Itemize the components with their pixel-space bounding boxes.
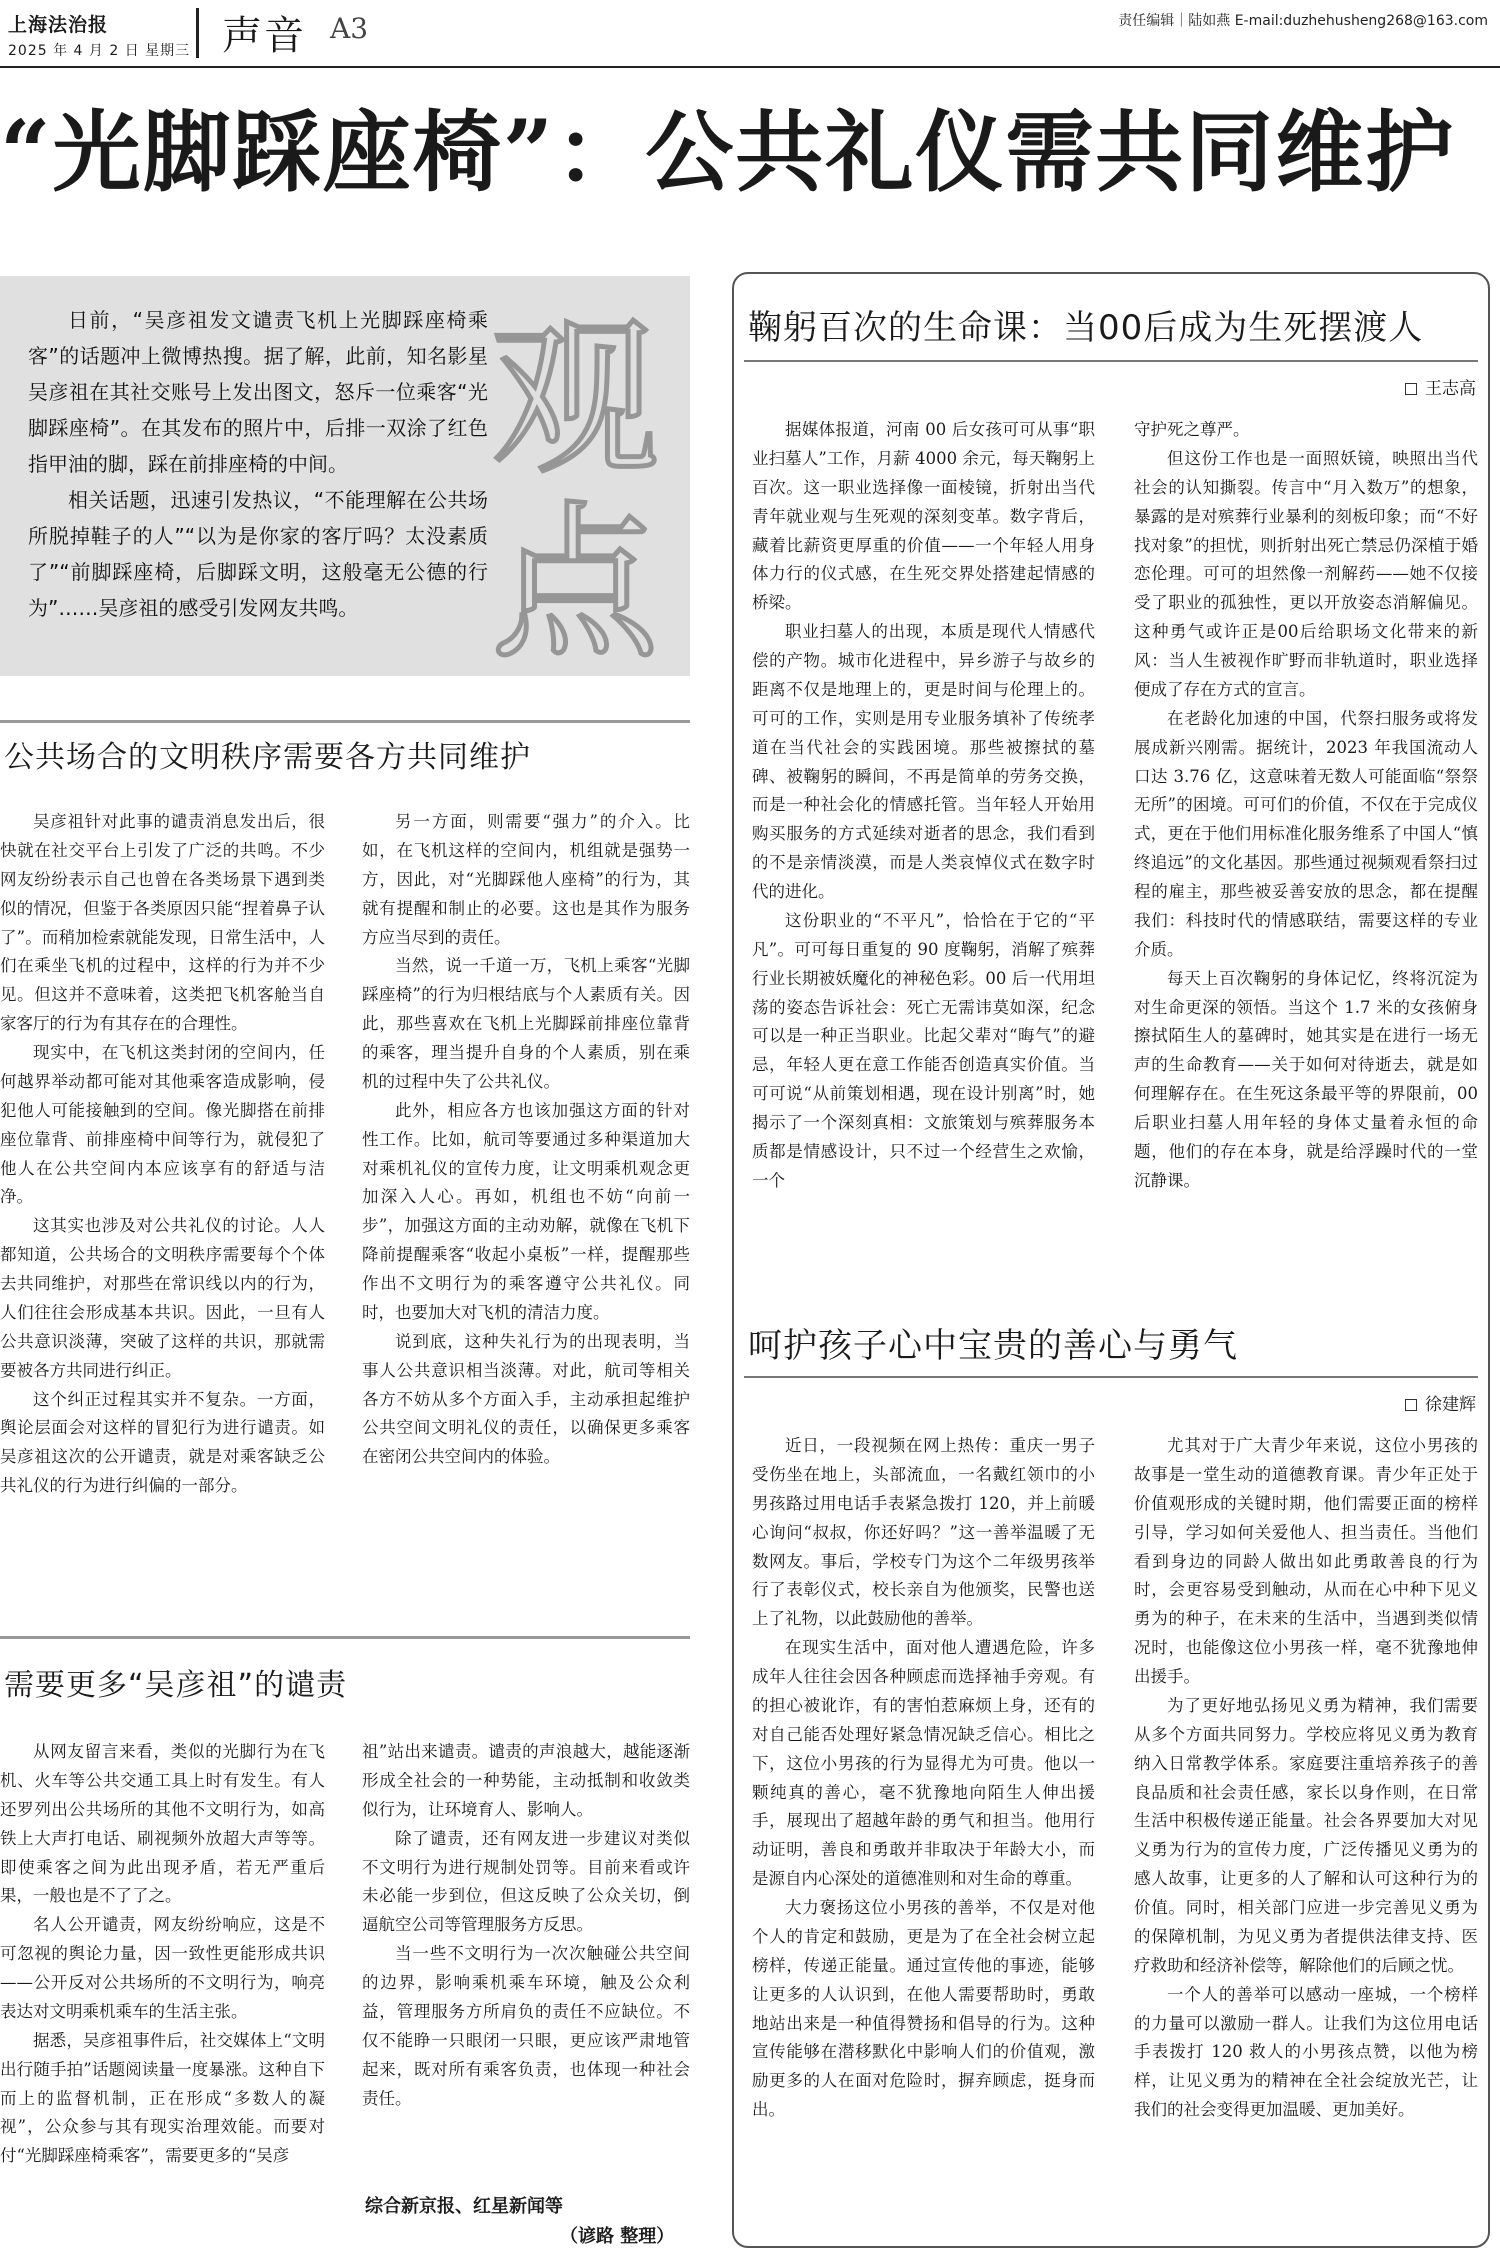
section2-column-1 xyxy=(0,1738,325,2248)
paragraph: 一个人的善举可以感动一座城，一个榜样的力量可以激励一群人。让我们为这位用电话手表拨打 120 救人的小男孩点赞，以他为榜样，让见义勇为的精神在全社会绽放光芒，让我们的社会变得更加温暖、更加美好。 xyxy=(1134,1984,1478,2120)
byline-box-icon xyxy=(1405,383,1417,395)
paragraph: 现实中，在飞机这类封闭的空间内，任何越界举动都可能对其他乘客造成影响，侵犯他人可能接触到的空间。像光脚搭在前排座位靠背、前排座椅中间等行为，就侵犯了他人在公共空间内本应该享有的舒适与洁净。 xyxy=(0,1043,325,1207)
paragraph: 这其实也涉及对公共礼仪的讨论。人人都知道，公共场合的文明秩序需要每个个体去共同维护，对那些在常识线以内的行为，人们往往会形成基本共识。因此，一旦有人公共意识淡薄，突破了这样的共识，那就需要被各方共同进行纠正。 xyxy=(0,1216,325,1380)
paragraph: 这个纠正过程其实并不复杂。一方面，舆论层面会对这样的冒犯行为进行谴责。如吴彦祖这次的公开谴责，就是对乘客缺乏公共礼仪的行为进行纠偏的一部分。 xyxy=(0,1389,325,1496)
paragraph: 吴彦祖针对此事的谴责消息发出后，很快就在社交平台上引发了广泛的共鸣。不少网友纷纷表示自己也曾在各类场景下遇到类似的情况，但鉴于各类原因只能“捏着鼻子认了”。而稍加检索就能发现，日常生活中，人们在乘坐飞机的过程中，这样的行为并不少见。但这并不意味着，这类把飞机客舱当自家客厅的行为有其存在的合理性。 xyxy=(0,812,325,1034)
paragraph: 在现实生活中，面对他人遭遇危险，许多成年人往往会因各种顾虑而选择袖手旁观。有的担心被讹诈，有的害怕惹麻烦上身，还有的对自己能否处理好紧急情况缺乏信心。相比之下，这位小男孩的行为显得尤为可贵。他以一颗纯真的善心，毫不犹豫地向陌生人伸出援手，展现出了超越年龄的勇气和担当。他用行动证明，善良和勇敢并非取决于年龄大小，而是源自内心深处的道德准则和对生命的尊重。 xyxy=(752,1638,1095,1889)
article-a-column-1 xyxy=(752,416,1095,1262)
section2-column-2 xyxy=(362,1738,690,2178)
paragraph: 另一方面，则需要“强力”的介入。比如，在飞机这样的空间内，机组就是强势一方，因此，对“光脚踩他人座椅”的行为，其就有提醒和制止的必要。这也是其作为服务方应当尽到的责任。 xyxy=(362,812,690,947)
paragraph: 为了更好地弘扬见义勇为精神，我们需要从多个方面共同努力。学校应将见义勇为教育纳入日常教学体系。家庭要注重培养孩子的善良品质和社会责任感，家长以身作则，在日常生活中积极传递正能量。社会各界要加大对见义勇为行为的宣传力度，广泛传播见义勇为的感人故事，让更多的人了解和认可这种行为的价值。同时，相关部门应进一步完善见义勇为的保障机制，为见义勇为者提供法律支持、医疗救助和经济补偿等，解除他们的后顾之忧。 xyxy=(1134,1695,1478,1975)
intro-text xyxy=(28,302,488,626)
author-name: 王志高 xyxy=(1425,379,1476,399)
section-divider xyxy=(0,720,690,723)
paragraph: 每天上百次鞠躬的身体记忆，终将沉淀为对生命更深的领悟。当这个 1.7 米的女孩俯身擦拭陌生人的墓碑时，她其实是在进行一场无声的生命教育——关于如何对待逝去，就是如何理解存在。在生死这条最平等的界限前，00 后职业扫墓人用年轻的身体丈量着永恒的命题，他们的存在本身，就是给浮躁时代的一堂沉静课。 xyxy=(1134,968,1478,1190)
intro-paragraph: 相关话题，迅速引发热议，“不能理解在公共场所脱掉鞋子的人”“以为是你家的客厅吗？太没素质了”“前脚踩座椅，后脚踩文明，这般毫无公德的行为”……吴彦祖的感受引发网友共鸣。 xyxy=(28,488,488,620)
main-headline: “光脚踩座椅”：公共礼仪需共同维护 xyxy=(0,100,1456,204)
paragraph: 这份职业的“不平凡”，恰恰在于它的“平凡”。可可每日重复的 90 度鞠躬，消解了殡葬行业长期被妖魔化的神秘色彩。00 后一代用坦荡的姿态告诉社会：死亡无需讳莫如深，纪念可以是一种正当职业。比起父辈对“晦气”的避忌，年轻人更在意工作能否创造真实价值。当可可说“从前策划相遇，现在设计别离”时，她揭示了一个深刻真相：文旅策划与殡葬服务本质都是情感设计，只不过一个经营生之欢愉，一个 xyxy=(752,910,1095,1190)
masthead xyxy=(0,0,1500,70)
section-title: 需要更多“吴彦祖”的谴责 xyxy=(4,1668,348,1703)
article-title: 呵护孩子心中宝贵的善心与勇气 xyxy=(748,1326,1238,1366)
title-rule xyxy=(744,360,1478,362)
paragraph: 近日，一段视频在网上热传：重庆一男子受伤坐在地上，头部流血，一名戴红领巾的小男孩路过用电话手表紧急拨打 120，并上前暖心询问“叔叔，你还好吗？”这一善举温暖了无数网友。事后，学校专门为这个二年级男孩举行了表彰仪式，校长亲自为他颁奖，民警也送上了礼物，以此鼓励他的善举。 xyxy=(752,1436,1095,1629)
article-b-column-2 xyxy=(1134,1432,1478,2238)
column-mark-char-2: 点 xyxy=(491,486,659,662)
paragraph: 在老龄化加速的中国，代祭扫服务或将发展成新兴刚需。据统计，2023 年我国流动人口达 3.76 亿，这意味着无数人可能面临“祭祭无所”的困境。可可们的价值，不仅在于完成仪式，更在于他们用标准化服务维系了中国人“慎终追远”的文化基因。那些通过视频观看祭扫过程的雇主，那些被妥善安放的思念，都在提醒我们：科技时代的情感联结，需要这样的专业介质。 xyxy=(1134,708,1478,959)
newspaper-name: 上海法治报 xyxy=(8,14,109,36)
intro-paragraph: 日前，“吴彦祖发文谴责飞机上光脚踩座椅乘客”的话题冲上微博热搜。据了解，此前，知名影星吴彦祖在其社交账号上发出图文，怒斥一位乘客“光脚踩座椅”。在其发布的照片中，后排一双涂了红色指甲油的脚，踩在前排座椅的中间。 xyxy=(28,308,488,476)
paragraph: 除了谴责，还有网友进一步建议对类似不文明行为进行规制处罚等。目前来看或许未必能一步到位，但这反映了公众关切，倒逼航空公司等管理服务方反思。 xyxy=(362,1828,690,1935)
column-mark-char-1: 观 xyxy=(491,301,659,497)
paragraph: 守护死之尊严。 xyxy=(1134,420,1250,439)
article-a-column-2 xyxy=(1134,416,1478,1262)
compiler-credit: （谚路 整理） xyxy=(560,2226,675,2247)
paragraph: 名人公开谴责，网友纷纷响应，这是不可忽视的舆论力量，因一致性更能形成共识——公开反对公共场所的不文明行为，响亮表达对文明乘机乘车的生活主张。 xyxy=(0,1915,325,2021)
byline xyxy=(1405,374,1476,399)
paragraph: 从网友留言来看，类似的光脚行为在飞机、火车等公共交通工具上时有发生。有人还罗列出公共场所的其他不文明行为，如高铁上大声打电话、刷视频外放超大声等等。即使乘客之间为此出现矛盾，若无严重后果，一般也是不了了之。 xyxy=(0,1742,325,1906)
page-number: A3 xyxy=(330,12,369,45)
column-mark-graphic xyxy=(470,282,680,662)
editor-info: 责任编辑｜陆如燕 E-mail:duzhehusheng268@163.com xyxy=(1118,13,1488,29)
byline-box-icon xyxy=(1405,1399,1417,1411)
paragraph: 祖”站出来谴责。谴责的声浪越大，越能逐渐形成全社会的一种势能，主动抵制和收敛类似行为，让环境育人、影响人。 xyxy=(362,1742,690,1819)
section1-column-1 xyxy=(0,808,325,1598)
masthead-rule xyxy=(0,66,1500,68)
paragraph: 此外，相应各方也该加强这方面的针对性工作。比如，航司等要通过多种渠道加大对乘机礼仪的宣传力度，让文明乘机观念更加深入人心。再如，机组也不妨“向前一步”，加强这方面的主动劝解，就像在飞机下降前提醒乘客“收起小桌板”一样，提醒那些作出不文明行为的乘客遵守公共礼仪。同时，也要加大对飞机的清洁力度。 xyxy=(362,1100,690,1322)
article-title: 鞠躬百次的生命课：当00后成为生死摆渡人 xyxy=(748,308,1424,348)
section-title: 公共场合的文明秩序需要各方共同维护 xyxy=(4,740,531,775)
paragraph: 大力褒扬这位小男孩的善举，不仅是对他个人的肯定和鼓励，更是为了在全社会树立起榜样，传递正能量。通过宣传他的事迹，能够让更多的人认识到，在他人需要帮助时，勇敢地站出来是一种值得赞扬和倡导的行为。这种宣传能够在潜移默化中影响人们的价值观，激励更多的人在面对危险时，摒弃顾虑，挺身而出。 xyxy=(752,1898,1095,2120)
masthead-separator xyxy=(196,8,199,58)
paragraph: 尤其对于广大青少年来说，这位小男孩的故事是一堂生动的道德教育课。青少年正处于价值观形成的关键时期，他们需要正面的榜样引导，学习如何关爱他人、担当责任。当他们看到身边的同龄人做出如此勇敢善良的行为时，会更容易受到触动，从而在心中种下见义勇为的种子，在未来的生活中，当遇到类似情况时，也能像这位小男孩一样，毫不犹豫地伸出援手。 xyxy=(1134,1436,1478,1686)
paragraph: 当然，说一千道一万，飞机上乘客“光脚踩座椅”的行为归根结底与个人素质有关。因此，那些喜欢在飞机上光脚踩前排座位靠背的乘客，理当提升自身的个人素质，别在乘机的过程中失了公共礼仪。 xyxy=(362,956,690,1091)
title-rule xyxy=(744,1376,1478,1378)
article-b-column-1 xyxy=(752,1432,1095,2238)
section-divider xyxy=(0,1636,690,1639)
section-name: 声音 xyxy=(222,13,306,59)
paragraph: 职业扫墓人的出现，本质是现代人情感代偿的产物。城市化进程中，异乡游子与故乡的距离不仅是地理上的，更是时间与伦理上的。可可的工作，实则是用专业服务填补了传统孝道在当代社会的实践困境。那些被擦拭的墓碑、被鞠躬的瞬间，不再是简单的劳务交换，而是一种社会化的情感托管。当年轻人开始用购买服务的方式延续对逝者的思念，我们看到的不是亲情淡漠，而是人类哀悼仪式在数字时代的进化。 xyxy=(752,622,1095,901)
paragraph: 说到底，这种失礼行为的出现表明，当事人公共意识相当淡薄。对此，航司等相关各方不妨从多个方面入手，主动承担起维护公共空间文明礼仪的责任，以确保更多乘客在密闭公共空间内的体验。 xyxy=(362,1331,690,1467)
section1-column-2 xyxy=(362,808,690,1598)
author-name: 徐建辉 xyxy=(1425,1395,1476,1415)
paragraph: 当一些不文明行为一次次触碰公共空间的边界，影响乘机乘车环境，触及公众利益，管理服务方所肩负的责任不应缺位。不仅不能睁一只眼闭一只眼，更应该严肃地管起来，既对所有乘客负责，也体现一种社会责任。 xyxy=(362,1944,690,2108)
source-credit: 综合新京报、红星新闻等 xyxy=(365,2196,563,2217)
paragraph: 据媒体报道，河南 00 后女孩可可从事“职业扫墓人”工作，月薪 4000 余元，每天鞠躬上百次。这一职业选择像一面棱镜，折射出当代青年就业观与生死观的深刻变革。数字背后，藏着比薪资更厚重的价值——一个年轻人用身体力行的仪式感，在生死交界处搭建起情感的桥梁。 xyxy=(752,420,1095,613)
issue-date: 2025 年 4 月 2 日 星期三 xyxy=(8,43,191,59)
paragraph: 但这份工作也是一面照妖镜，映照出当代社会的认知撕裂。传言中“月入数万”的想象，暴露的是对殡葬行业暴利的刻板印象；而“不好找对象”的担忧，则折射出死亡禁忌仍深植于婚恋伦理。可可的坦然像一剂解药——她不仅接受了职业的孤独性，更以开放姿态消解偏见。这种勇气或许正是00后给职场文化带来的新风：当人生被视作旷野而非轨道时，职业选择便成了存在方式的宣言。 xyxy=(1134,448,1478,699)
byline xyxy=(1405,1390,1476,1415)
paragraph: 据悉，吴彦祖事件后，社交媒体上“文明出行随手拍”话题阅读量一度暴涨。这种自下而上的监督机制，正在形成“多数人的凝视”，公众参与其有现实治理效能。而要对付“光脚踩座椅乘客”，需要更多的“吴彦 xyxy=(0,2030,325,2166)
